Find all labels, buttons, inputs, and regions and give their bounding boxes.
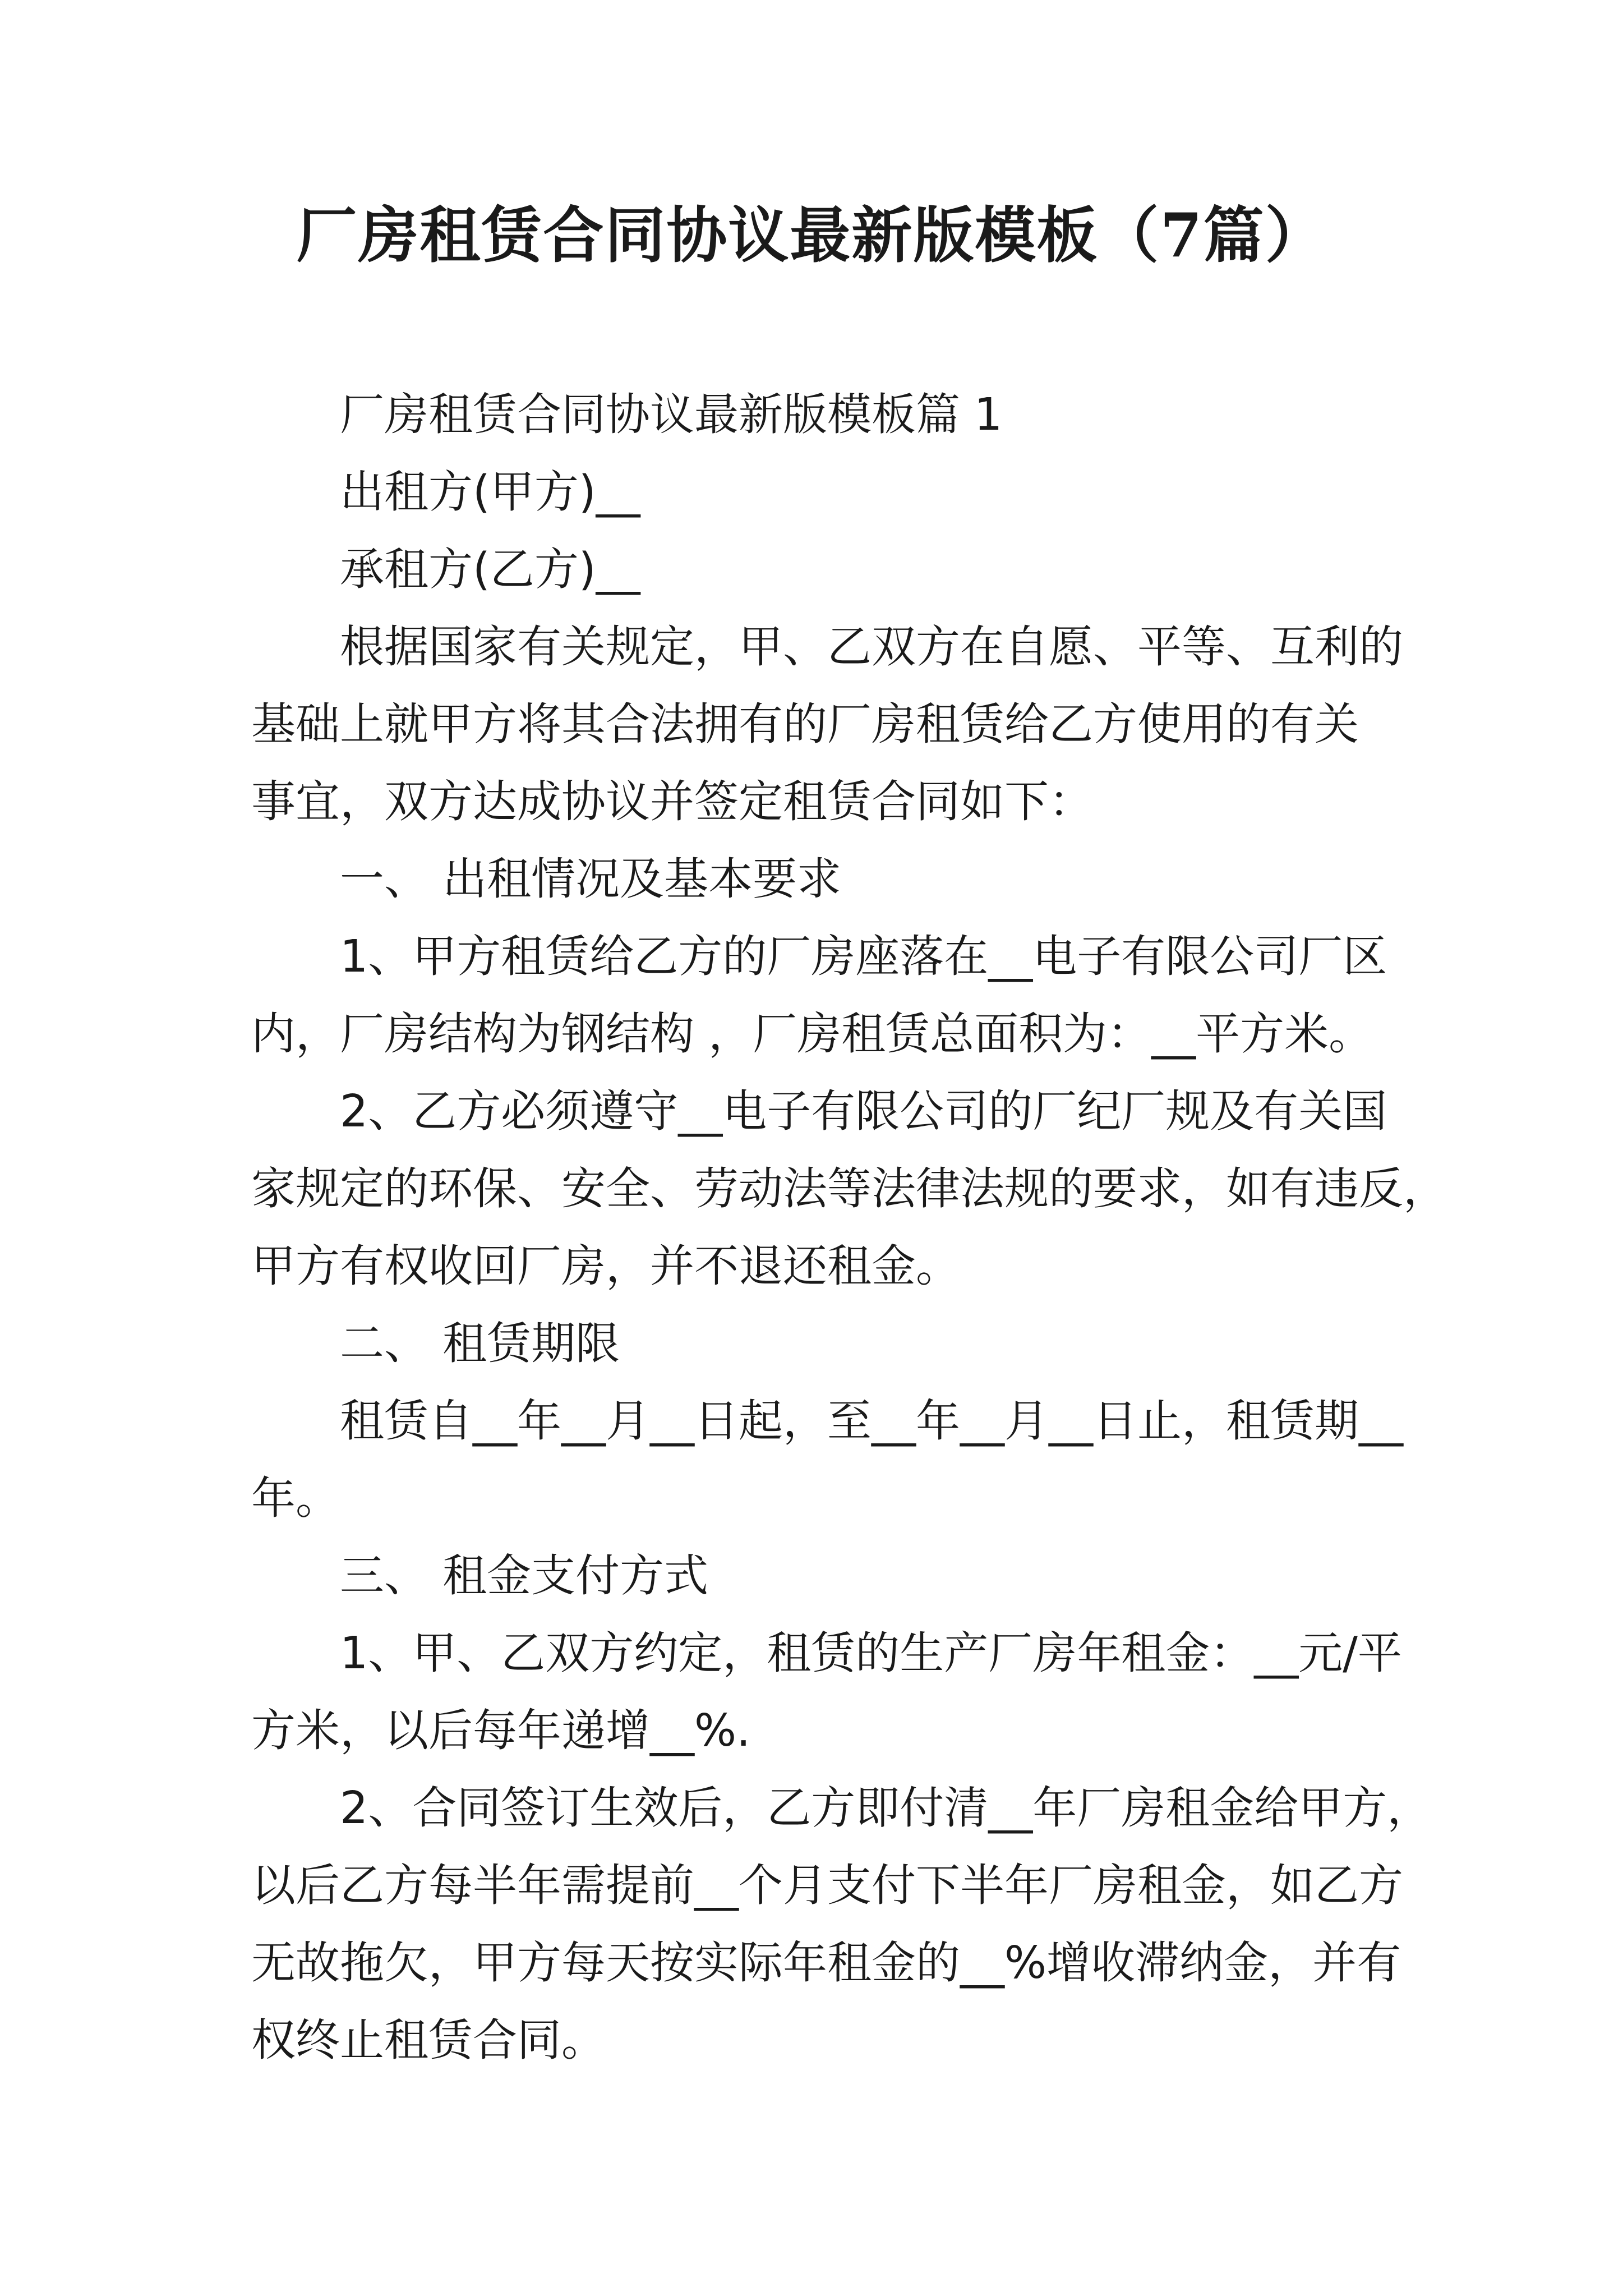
body-line: 2、乙方必须遵守__电子有限公司的厂纪厂规及有关国 — [340, 1085, 1387, 1137]
lessee-line: 承租方(乙方)__ — [340, 544, 640, 595]
body-line: 内，厂房结构为钢结构 ，厂房租赁总面积为：__平方米。 — [251, 1008, 1373, 1060]
clause-heading: 二、 租赁期限 — [340, 1318, 620, 1369]
body-line: 权终止租赁合同。 — [251, 2014, 606, 2066]
body-line: 年。 — [251, 1473, 340, 1524]
body-line: 租赁自__年__月__日起，至__年__月__日止，租赁期__ — [340, 1395, 1403, 1447]
body-line: 1、甲、乙双方约定，租赁的生产厂房年租金：__元/平 — [340, 1627, 1402, 1679]
body-line: 1、甲方租赁给乙方的厂房座落在__电子有限公司厂区 — [340, 931, 1387, 982]
clause-heading: 三、 租金支付方式 — [340, 1550, 709, 1602]
body-line: 甲方有权收回厂房，并不退还租金。 — [251, 1240, 960, 1292]
section-heading: 厂房租赁合同协议最新版模板篇 1 — [340, 389, 1003, 440]
body-line: 根据国家有关规定，甲、乙双方在自愿、平等、互利的 — [340, 621, 1403, 673]
body-line: 以后乙方每半年需提前__个月支付下半年厂房租金，如乙方 — [251, 1860, 1403, 1911]
document-title: 厂房租赁合同协议最新版模板（7篇） — [296, 200, 1327, 271]
body-line: 基础上就甲方将其合法拥有的厂房租赁给乙方使用的有关 — [251, 698, 1359, 750]
body-line: 2、合同签订生效后，乙方即付清__年厂房租金给甲方， — [340, 1782, 1432, 1834]
body-line: 事宜，双方达成协议并签定租赁合同如下： — [251, 776, 1093, 827]
clause-heading: 一、 出租情况及基本要求 — [340, 853, 842, 905]
document-body — [251, 376, 1447, 2079]
body-line: 家规定的环保、安全、劳动法等法律法规的要求，如有违反， — [251, 1163, 1447, 1214]
body-line: 无故拖欠，甲方每天按实际年租金的__%增收滞纳金，并有 — [251, 1937, 1401, 1989]
lessor-line: 出租方(甲方)__ — [340, 466, 640, 518]
body-line: 方米，以后每年递增__%. — [251, 1705, 751, 1756]
